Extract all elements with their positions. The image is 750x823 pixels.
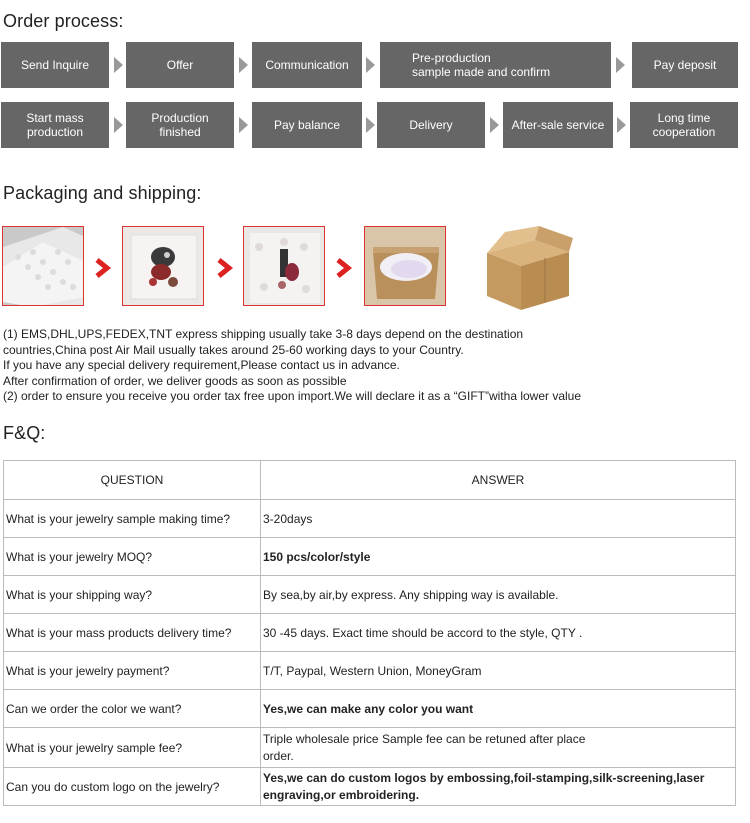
arrow-right-icon — [114, 117, 123, 133]
faq-question: What is your jewelry MOQ? — [4, 538, 261, 576]
faq-row — [4, 652, 736, 690]
faq-header-row — [4, 461, 736, 500]
faq-question: What is your shipping way? — [4, 576, 261, 614]
packaging-title: Packaging and shipping: — [3, 183, 202, 203]
step-label: Start mass production — [26, 111, 84, 139]
faq-table — [3, 460, 736, 806]
faq-row — [4, 538, 736, 576]
arrow-right-icon — [239, 57, 248, 73]
faq-header-question: QUESTION — [4, 461, 261, 500]
faq-row — [4, 500, 736, 538]
red-arrow-icon — [93, 258, 113, 278]
step-label: After-sale service — [511, 118, 605, 132]
arrow-right-icon — [366, 57, 375, 73]
faq-answer: 150 pcs/color/style — [261, 538, 736, 576]
step-offer — [126, 42, 234, 88]
bubble-wrap-image — [2, 226, 84, 306]
step-label: Production finished — [151, 111, 209, 139]
shipping-carton-image — [477, 218, 577, 314]
faq-question: What is your mass products delivery time? — [4, 614, 261, 652]
faq-answer: Triple wholesale price Sample fee can be retuned after place order. — [261, 728, 736, 768]
step-label: Long time cooperation — [652, 111, 716, 139]
step-label: Send Inquire — [20, 58, 90, 72]
shipping-line: (1) EMS,DHL,UPS,FEDEX,TNT express shipping usually take 3-8 days depend on the destination — [3, 327, 524, 341]
packed-box-image — [364, 226, 446, 306]
faq-row — [4, 576, 736, 614]
faq-row — [4, 728, 736, 768]
step-long-time-cooperation — [630, 102, 738, 148]
step-delivery — [377, 102, 485, 148]
step-label: Offer — [166, 58, 194, 72]
step-pay-balance — [252, 102, 362, 148]
faq-answer: 30 -45 days. Exact time should be accord to the style, QTY . — [261, 614, 736, 652]
order-process-title: Order process: — [3, 11, 124, 31]
faq-row — [4, 768, 736, 806]
step-after-sale-service — [503, 102, 613, 148]
arrow-right-icon — [366, 117, 375, 133]
faq-answer: 3-20days — [261, 500, 736, 538]
jewelry-in-bag-image — [122, 226, 204, 306]
arrow-right-icon — [239, 117, 248, 133]
faq-question: What is your jewelry sample fee? — [4, 728, 261, 768]
faq-header-answer: ANSWER — [261, 461, 736, 500]
step-label: Pre-production sample made and confirm — [412, 51, 551, 79]
faq-row — [4, 690, 736, 728]
shipping-line: (2) order to ensure you receive you order tax free upon import.We will declare it as a “GIFT”witha lower value — [3, 389, 582, 403]
shipping-line: countries,China post Air Mail usually takes around 25-60 working days to your Country. — [3, 342, 464, 357]
faq-title: F&Q: — [3, 423, 46, 443]
step-label: Communication — [265, 58, 349, 72]
shipping-info — [3, 327, 703, 405]
step-send-inquire — [1, 42, 109, 88]
step-label: Delivery — [409, 118, 453, 132]
faq-question: What is your jewelry sample making time? — [4, 500, 261, 538]
shipping-line: If you have any special delivery requirement,Please contact us in advance. — [3, 358, 400, 372]
step-communication — [252, 42, 362, 88]
arrow-right-icon — [616, 57, 625, 73]
faq-question: Can we order the color we want? — [4, 690, 261, 728]
faq-answer: Yes,we can do custom logos by embossing,foil-stamping,silk-screening,laser engraving,or embroidering. — [261, 768, 736, 806]
arrow-right-icon — [490, 117, 499, 133]
faq-question: Can you do custom logo on the jewelry? — [4, 768, 261, 806]
faq-row — [4, 614, 736, 652]
step-start-mass-production — [1, 102, 109, 148]
bubble-bag-jewelry-image — [243, 226, 325, 306]
arrow-right-icon — [114, 57, 123, 73]
faq-answer: T/T, Paypal, Western Union, MoneyGram — [261, 652, 736, 690]
step-label: Pay deposit — [653, 58, 717, 72]
red-arrow-icon — [215, 258, 235, 278]
faq-question: What is your jewelry payment? — [4, 652, 261, 690]
faq-answer: Yes,we can make any color you want — [261, 690, 736, 728]
red-arrow-icon — [334, 258, 354, 278]
step-pre-production — [380, 42, 611, 88]
step-label: Pay balance — [273, 118, 341, 132]
arrow-right-icon — [617, 117, 626, 133]
shipping-line: After confirmation of order, we deliver goods as soon as possible — [3, 373, 347, 388]
step-production-finished — [126, 102, 234, 148]
step-pay-deposit — [632, 42, 738, 88]
faq-answer: By sea,by air,by express. Any shipping way is available. — [261, 576, 736, 614]
